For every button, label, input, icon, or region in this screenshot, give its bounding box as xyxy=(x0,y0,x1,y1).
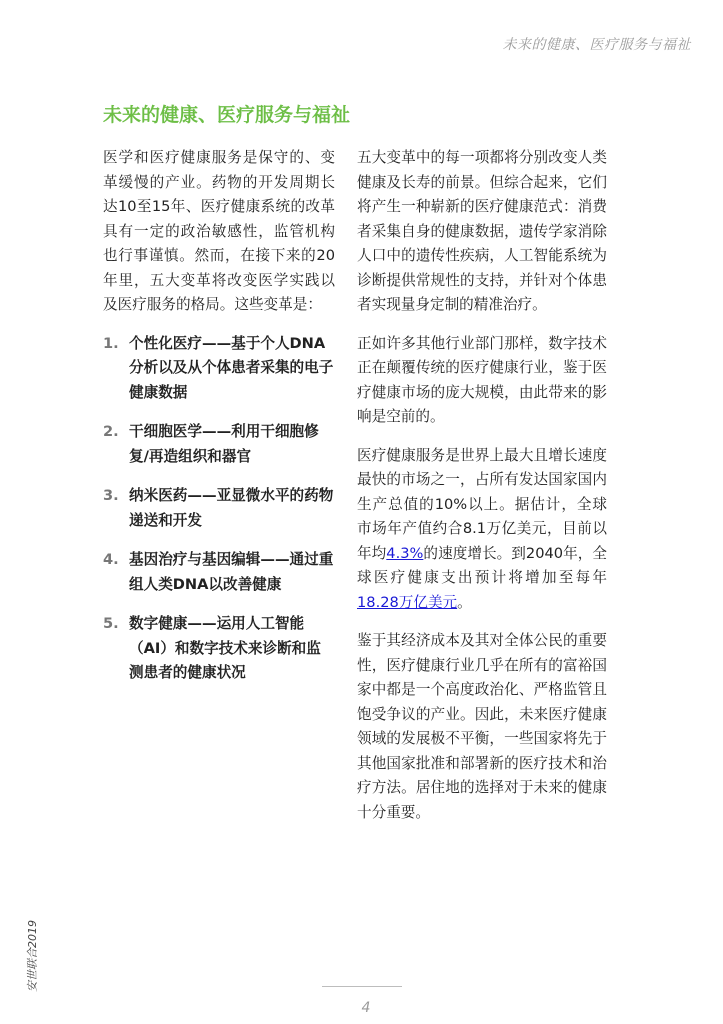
paragraph-digital-disruption: 正如许多其他行业部门那样，数字技术正在颠覆传统的医疗健康行业，鉴于医疗健康市场的庞大规模，由此带来的影响是空前的。 xyxy=(357,334,607,425)
right-column xyxy=(357,146,607,839)
list-item-number: 4. xyxy=(103,551,119,568)
intro-paragraph: 医学和医疗健康服务是保守的、变革缓慢的产业。药物的开发周期长达10至15年、医疗健康系统的改革具有一定的政治敏感性，监管机构也行事谨慎。然而，在接下来的20年里，五大变革将改变医学实践以及医疗服务的格局。这些变革是： xyxy=(103,149,335,313)
market-text-a: 医疗健康服务是世界上最大且增长速度最快的市场之一，占所有发达国家国内生产总值的10%以上。据估计，全球市场年产值约合8.1万亿美元，目前以年均 xyxy=(357,446,607,562)
list-item-number: 3. xyxy=(103,487,119,504)
changes-list xyxy=(103,332,335,686)
paragraph-outlook: 五大变革中的每一项都将分别改变人类健康及长寿的前景。但综合起来，它们将产生一种崭新的医疗健康范式：消费者采集自身的健康数据，遗传学家消除人口中的遗传性疾病，人工智能系统为诊断提供常规性的支持，并针对个体患者实现量身定制的精准治疗。 xyxy=(357,149,607,313)
list-item-number: 5. xyxy=(103,615,119,632)
paragraph-market-size xyxy=(357,444,607,616)
side-footer-label: 安世联合2019 xyxy=(26,920,39,992)
list-item-text: 干细胞医学——利用干细胞修复/再造组织和器官 xyxy=(129,423,319,465)
list-item-text: 纳米医药——亚显微水平的药物递送和开发 xyxy=(129,487,334,529)
list-item-number: 1. xyxy=(103,334,119,352)
list-item xyxy=(103,332,335,406)
list-item-number: 2. xyxy=(103,423,119,440)
list-item xyxy=(103,612,335,686)
footer-divider xyxy=(322,986,402,987)
paragraph-regulation: 鉴于其经济成本及其对全体公民的重要性，医疗健康行业几乎在所有的富裕国家中都是一个高度政治化、严格监管且饱受争议的产业。因此，未来医疗健康领域的发展极不平衡，一些国家将先于其他国家批准和部署新的医疗技术和治疗方法。居住地的选择对于未来的健康十分重要。 xyxy=(357,632,607,821)
left-column xyxy=(103,146,335,701)
list-item xyxy=(103,420,335,469)
page-number: 4 xyxy=(361,1000,371,1016)
market-text-b: 的速度增长。到2040年，全球医疗健康支出预计将增加至每年 xyxy=(357,544,607,586)
growth-rate-link[interactable]: 4.3% xyxy=(386,544,424,562)
list-item xyxy=(103,484,335,533)
market-text-c: 。 xyxy=(457,593,472,611)
list-item xyxy=(103,548,335,597)
list-item-text: 数字健康——运用人工智能（AI）和数字技术来诊断和监测患者的健康状况 xyxy=(129,615,321,681)
page-title: 未来的健康、医疗服务与福祉 xyxy=(103,104,351,126)
list-item-text: 基因治疗与基因编辑——通过重组人类DNA以改善健康 xyxy=(129,551,334,593)
list-item-text: 个性化医疗——基于个人DNA分析以及从个体患者采集的电子健康数据 xyxy=(129,334,334,401)
spending-link[interactable]: 18.28万亿美元 xyxy=(357,593,458,611)
running-header: 未来的健康、医疗服务与福祉 xyxy=(502,37,691,53)
